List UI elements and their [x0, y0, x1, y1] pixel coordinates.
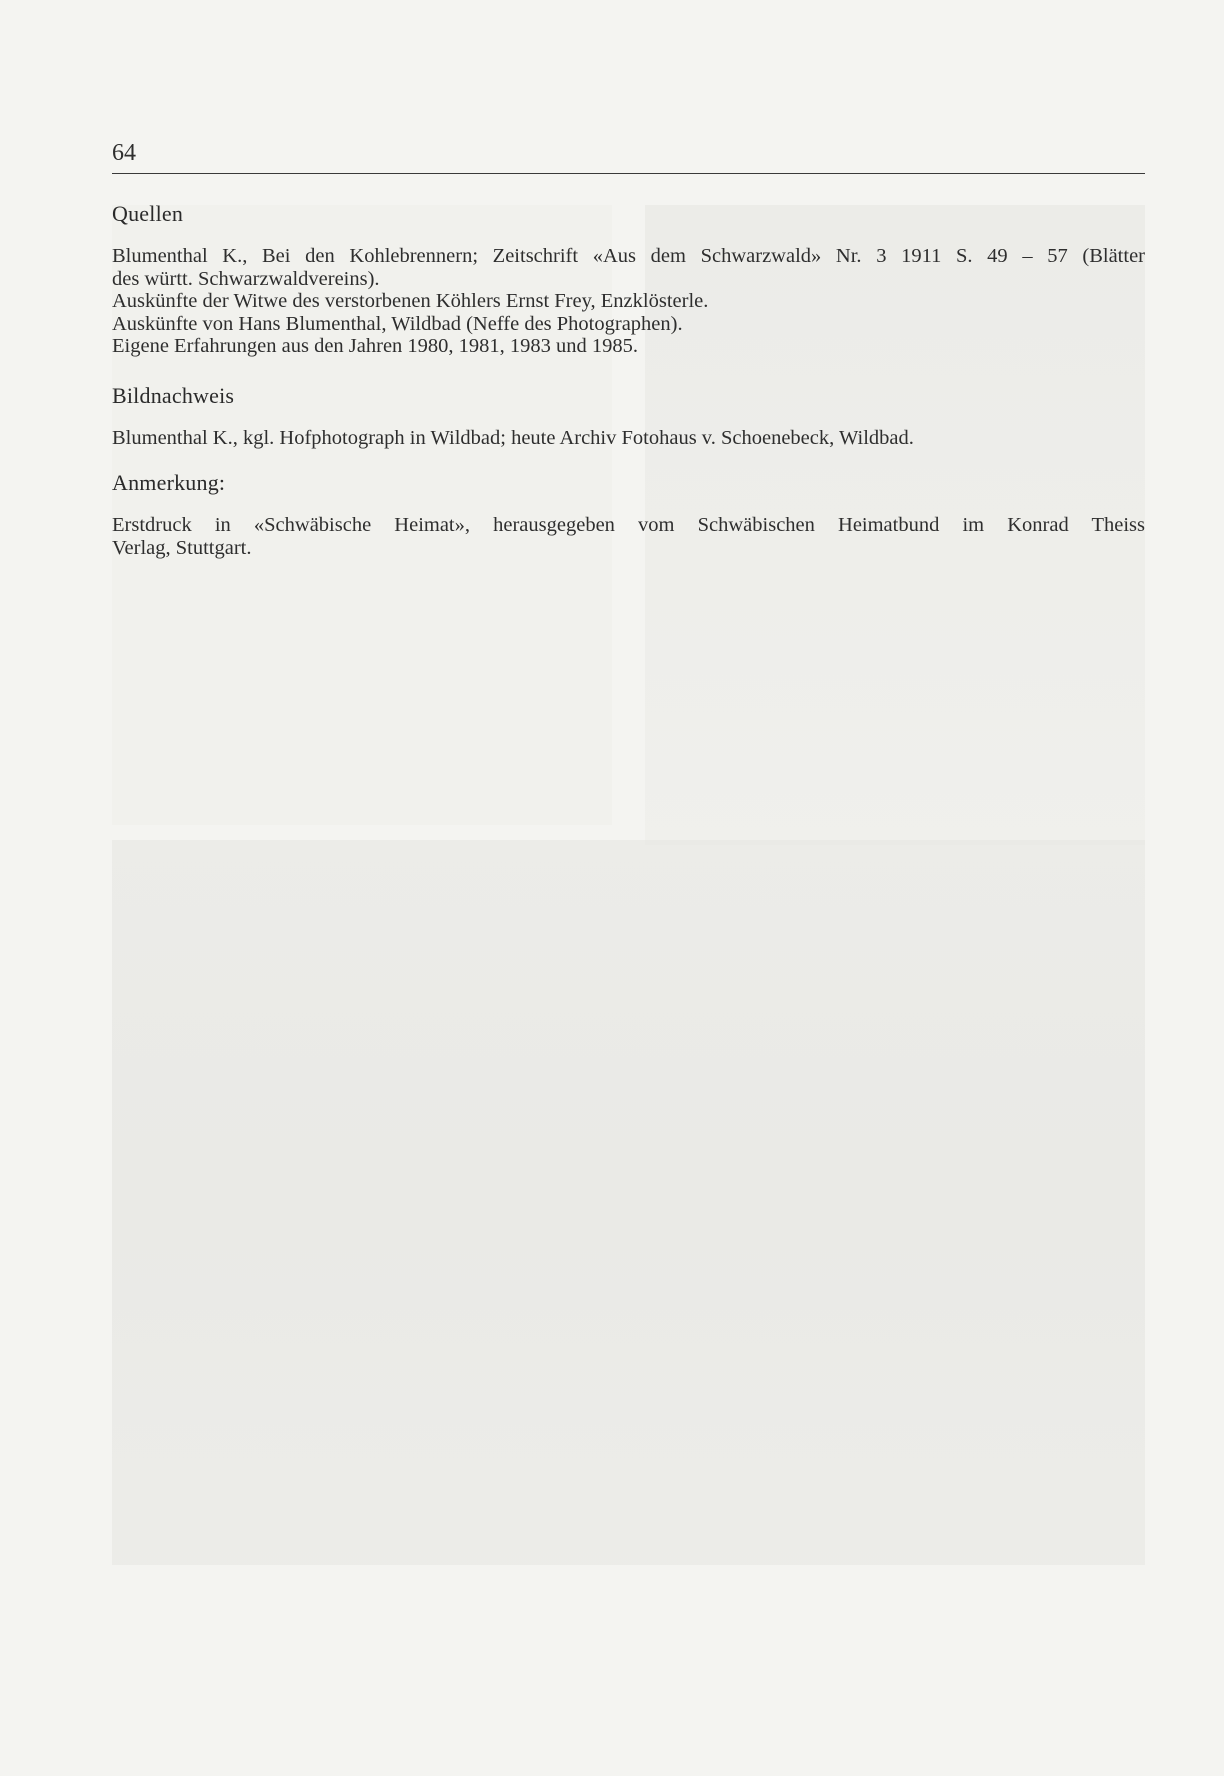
page-header	[112, 139, 1145, 174]
anmerkung-heading: Anmerkung:	[112, 470, 226, 495]
bildnachweis-heading: Bildnachweis	[112, 382, 235, 408]
bildnachweis-text: Blumenthal K., kgl. Hofphotograph in Wildbad; heute Archiv Fotohaus v. Schoenebeck, Wildbad.	[112, 426, 914, 449]
quellen-line-5: Eigene Erfahrungen aus den Jahren 1980, 1981, 1983 und 1985.	[112, 335, 639, 357]
quellen-line-4: Auskünfte von Hans Blumenthal, Wildbad (Neffe des Photographen).	[112, 312, 683, 335]
bildnachweis-body	[112, 427, 1145, 450]
anmerkung-line-2: Verlag, Stuttgart.	[112, 536, 252, 559]
quellen-line-1: Blumenthal K., Bei den Kohlebrennern; Zeitschrift «Aus dem Schwarzwald» Nr. 3 1911 S. 49 – 57 (Blätter	[112, 245, 1145, 267]
quellen-section	[112, 200, 1145, 358]
anmerkung-line-1: Erstdruck in «Schwäbische Heimat», herausgegeben vom Schwäbischen Heimatbund im Konrad Theiss	[112, 514, 1145, 536]
quellen-line-3: Auskünfte der Witwe des verstorbenen Köhlers Ernst Frey, Enzklösterle.	[112, 290, 709, 312]
bildnachweis-section	[112, 382, 1145, 450]
quellen-body	[112, 245, 1145, 358]
anmerkung-body	[112, 514, 1145, 559]
quellen-heading: Quellen	[112, 201, 184, 226]
anmerkung-section	[112, 469, 1145, 559]
page-number: 64	[112, 140, 136, 166]
references-content	[112, 200, 1145, 581]
show-through-photo	[112, 840, 1145, 1565]
quellen-line-2: des württ. Schwarzwaldvereins).	[112, 267, 380, 290]
